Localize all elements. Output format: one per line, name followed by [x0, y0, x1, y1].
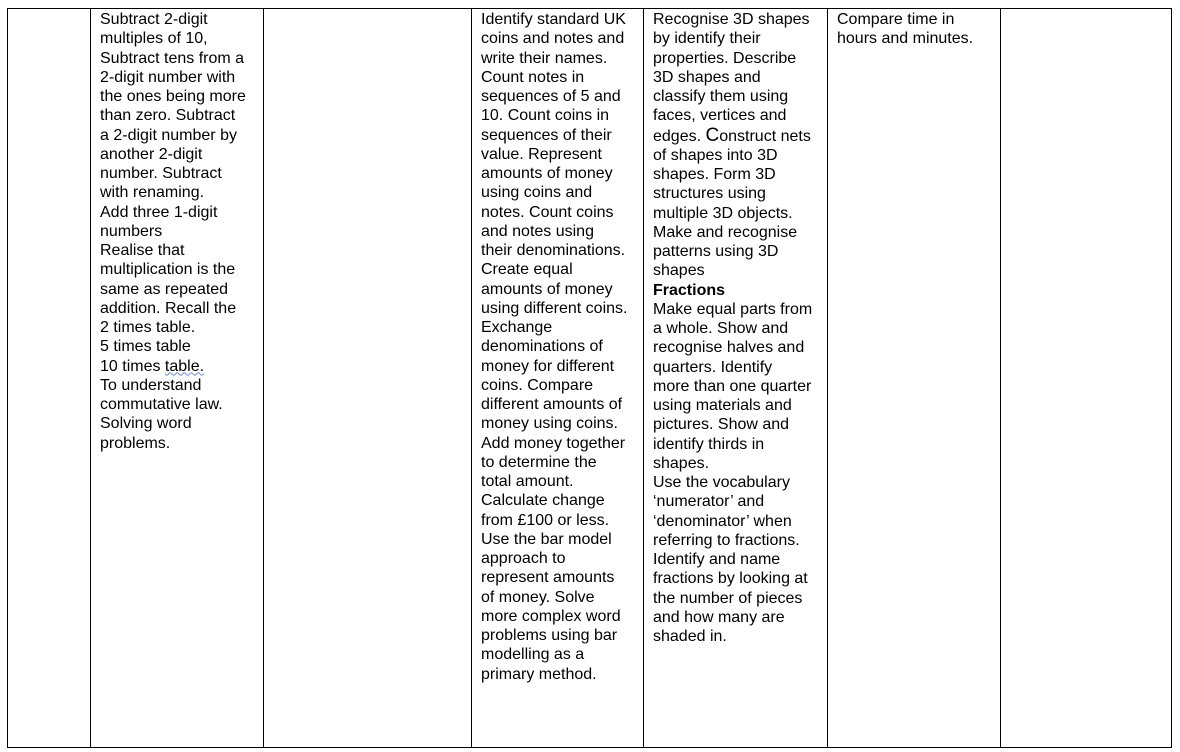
text-line: Subtract tens from a	[100, 49, 245, 67]
text-line: a 2-digit number by	[100, 126, 237, 144]
text-line: classify them using	[653, 88, 789, 105]
text-line: from £100 or less.	[481, 511, 610, 529]
cell-text-money	[472, 9, 643, 684]
text-line: primary method.	[481, 665, 597, 683]
cell-text-time	[828, 9, 1000, 49]
text-line: 10 times table.	[100, 357, 205, 375]
text-line: coins. Compare	[481, 376, 594, 394]
text-line: Make equal parts from	[653, 300, 813, 318]
text-line: referring to fractions.	[653, 531, 800, 549]
text-line: Count notes in	[481, 68, 585, 86]
text-line: of money. Solve	[481, 588, 595, 606]
text-line: multiplication is the	[100, 261, 236, 279]
text-line: Subtract 2-digit	[100, 11, 208, 28]
text-line: the number of pieces	[653, 589, 803, 607]
section-heading-fractions: Fractions	[653, 281, 726, 299]
text-line: total amount.	[481, 473, 574, 490]
text-line: 2-digit number with	[100, 68, 236, 86]
text-line: of shapes into 3D	[653, 146, 778, 164]
text-line: using different coins.	[481, 299, 628, 317]
text-line: than zero. Subtract	[100, 107, 236, 125]
text-fragment: edges.	[653, 127, 706, 145]
cell-text-subtraction	[91, 9, 263, 453]
text-line: coins and notes and	[481, 30, 625, 48]
text-fragment-large: C	[705, 124, 720, 146]
text-line: 3D shapes and	[653, 68, 761, 86]
text-line: a whole. Show and	[653, 320, 789, 337]
text-line: multiples of 10,	[100, 30, 208, 48]
text-line: Add three 1-digit	[100, 203, 218, 221]
text-line: value. Represent	[481, 145, 602, 163]
text-line: to determine the	[481, 453, 597, 471]
text-line: shapes	[653, 262, 705, 280]
text-line: sequences of 5 and	[481, 88, 621, 105]
text-line: Identify and name	[653, 551, 781, 568]
text-line: denominations of	[481, 338, 603, 356]
text-line: properties. Describe	[653, 49, 797, 67]
text-line: more complex word	[481, 607, 621, 625]
text-line: problems.	[100, 434, 171, 452]
text-line: money for different	[481, 357, 615, 375]
text-line: multiple 3D objects.	[653, 204, 793, 222]
text-line: and how many are	[653, 608, 785, 626]
cell-text-shapes-fractions	[644, 9, 827, 646]
text-line: Use the bar model	[481, 530, 612, 548]
text-line: modelling as a	[481, 646, 585, 664]
table-cell-col6	[828, 9, 1001, 748]
text-line: Compare time in	[837, 11, 955, 28]
text-line: and notes using	[481, 222, 594, 240]
table-cell-col2	[91, 9, 264, 748]
text-line: structures using	[653, 185, 766, 203]
text-line: number. Subtract	[100, 165, 222, 182]
text-line: Realise that	[100, 242, 185, 259]
text-line: different amounts of	[481, 396, 623, 413]
text-line: money using coins.	[481, 415, 618, 433]
text-line: sequences of their	[481, 126, 612, 144]
text-line: numbers	[100, 222, 163, 240]
table-cell-col5	[644, 9, 828, 748]
text-line: same as repeated	[100, 280, 229, 298]
text-line: addition. Recall the	[100, 299, 237, 317]
text-line: 10. Count coins in	[481, 107, 610, 125]
text-line: represent amounts	[481, 569, 615, 587]
text-line: pictures. Show and	[653, 416, 790, 434]
text-line: notes. Count coins	[481, 203, 614, 221]
text-line: To understand	[100, 376, 202, 394]
text-line: Calculate change	[481, 492, 605, 510]
table-cell-col1	[8, 9, 91, 748]
text-line: Solving word	[100, 415, 192, 433]
text-line: Exchange	[481, 319, 553, 336]
text-line: Identify standard UK	[481, 11, 626, 28]
text-line: using coins and	[481, 184, 593, 202]
text-line: ‘denominator’ when	[653, 512, 792, 530]
text-line: Make and recognise	[653, 223, 798, 241]
text-line: Create equal	[481, 261, 573, 279]
table-cell-col7	[1001, 9, 1172, 748]
text-line: Add money together	[481, 434, 626, 452]
text-line: 5 times table	[100, 338, 191, 356]
curriculum-table	[7, 8, 1172, 748]
text-line: quarters. Identify	[653, 358, 773, 376]
text-line: identify thirds in	[653, 435, 765, 453]
text-line: patterns using 3D	[653, 243, 779, 260]
text-line: more than one quarter	[653, 377, 812, 395]
text-line: ‘numerator’ and	[653, 493, 765, 511]
text-line: fractions by looking at	[653, 570, 808, 588]
text-line: amounts of money	[481, 280, 613, 298]
text-line: approach to	[481, 550, 566, 567]
text-line: 2 times table.	[100, 319, 196, 336]
text-line: shaded in.	[653, 628, 727, 645]
text-line	[653, 126, 827, 146]
text-line: write their names.	[481, 49, 608, 67]
text-line: with renaming.	[100, 184, 205, 202]
text-line: amounts of money	[481, 165, 613, 182]
text-line: shapes.	[653, 454, 710, 472]
text-line: shapes. Form 3D	[653, 166, 776, 183]
text-line: their denominations.	[481, 242, 626, 259]
text-line: faces, vertices and	[653, 107, 787, 125]
text-line: using materials and	[653, 397, 792, 414]
text-line: recognise halves and	[653, 339, 805, 357]
table-cell-col4	[472, 9, 644, 748]
text-line: the ones being more	[100, 88, 246, 105]
text-fragment: onstruct nets	[719, 127, 811, 145]
table-cell-col3	[264, 9, 472, 748]
text-line: hours and minutes.	[837, 30, 974, 48]
text-line: Recognise 3D shapes	[653, 11, 810, 28]
text-line: Use the vocabulary	[653, 474, 790, 491]
table-row	[8, 9, 1172, 748]
spellcheck-word: table.	[164, 357, 205, 375]
text-line: commutative law.	[100, 396, 223, 413]
text-line: another 2-digit	[100, 145, 203, 163]
text-line: by identify their	[653, 30, 761, 48]
text-line: problems using bar	[481, 627, 618, 644]
